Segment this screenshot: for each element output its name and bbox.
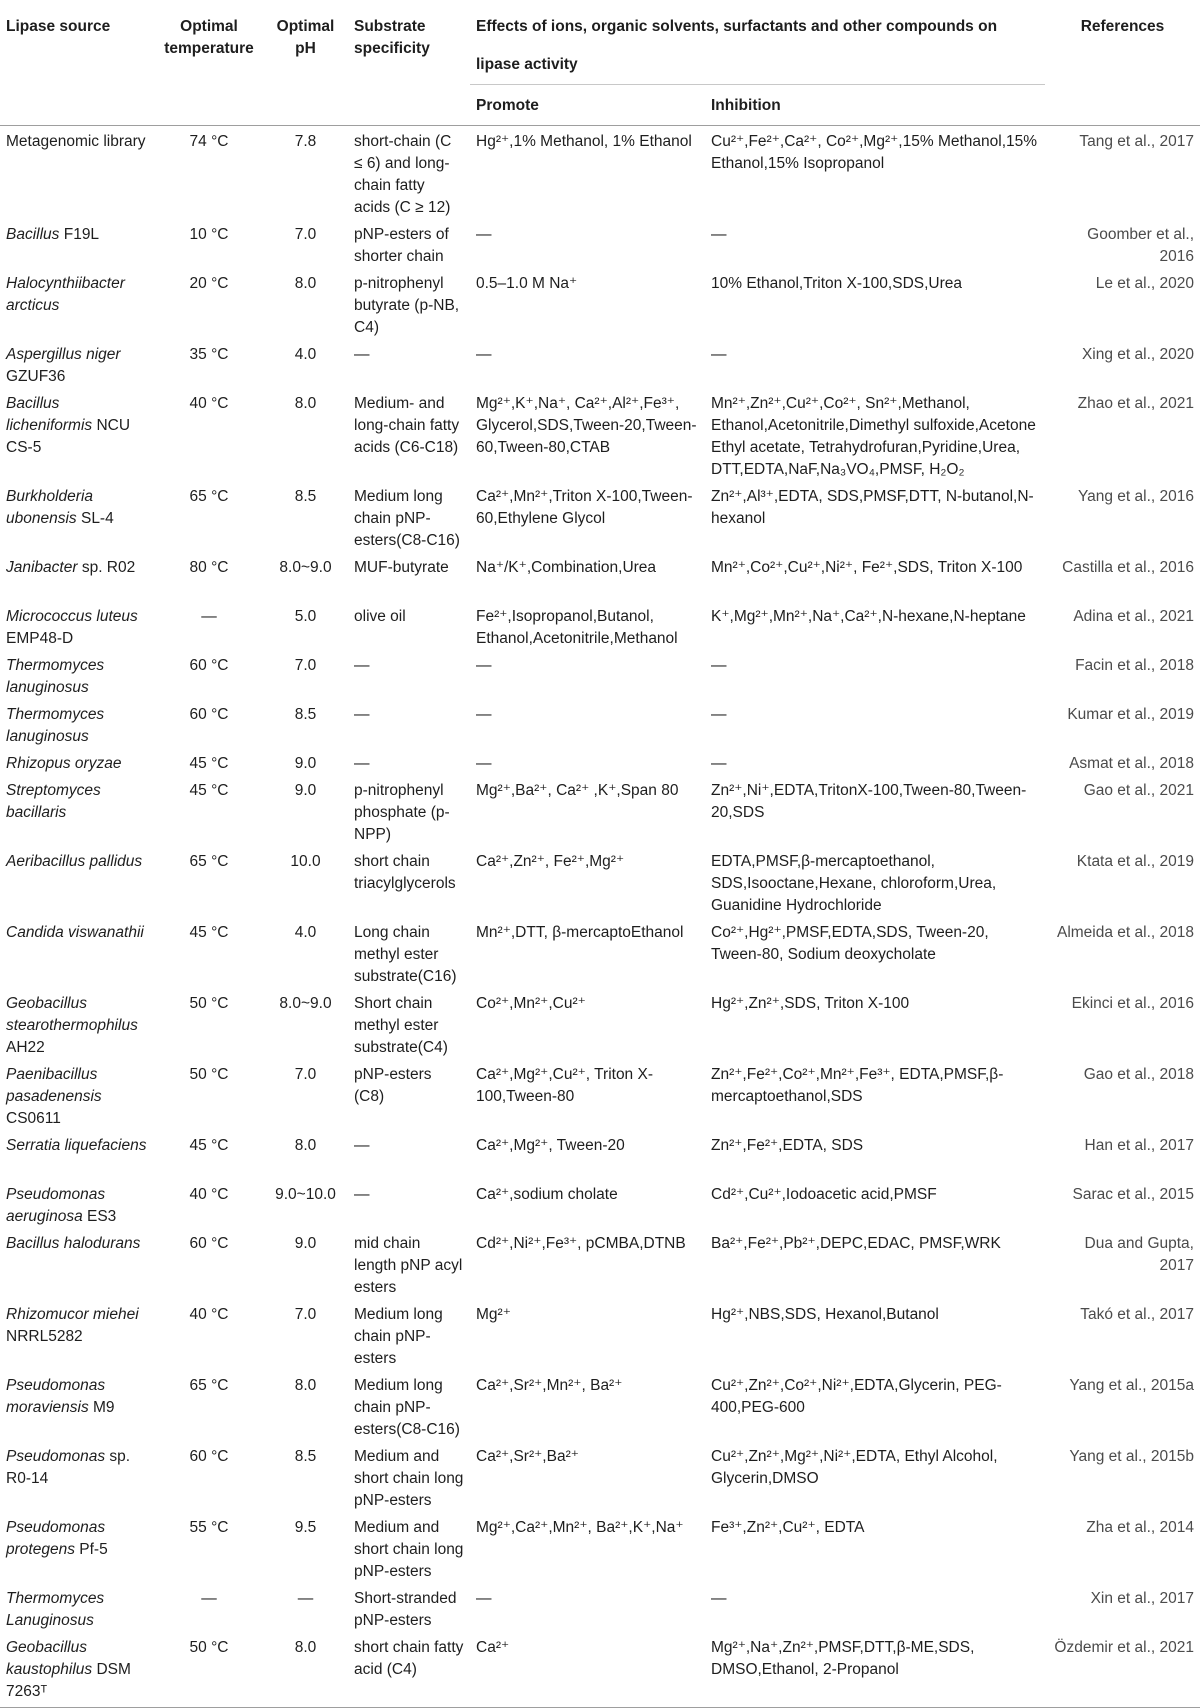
cell-temperature: 20 °C — [189, 275, 229, 292]
cell-reference: Adina et al., 2021 — [1073, 608, 1194, 625]
cell-temperature: — — [201, 1590, 217, 1607]
cell-source — [0, 481, 155, 552]
cell-ph: 8.5 — [294, 706, 317, 723]
source-strain: DSM 7263ᵀ — [6, 1661, 131, 1700]
cell-ph: 8.0 — [294, 275, 317, 292]
table-row — [0, 775, 1200, 846]
cell-temperature: 35 °C — [189, 346, 229, 363]
cell-inhibition: — — [711, 706, 727, 723]
cell-promote: — — [476, 1590, 492, 1607]
cell-promote: Ca²⁺,Sr²⁺,Ba²⁺ — [476, 1448, 579, 1465]
cell-temperature: 65 °C — [189, 1377, 229, 1394]
table-row — [0, 601, 1200, 650]
cell-substrate: Long chain methyl ester substrate(C16) — [354, 924, 457, 985]
source-genus: Thermomyces lanuginosus — [6, 706, 105, 745]
source-genus: Bacillus licheniformis — [6, 395, 93, 434]
cell-temperature: 50 °C — [155, 1632, 263, 1708]
source-genus: Geobacillus kaustophilus — [6, 1639, 93, 1678]
cell-inhibition: Cd²⁺,Cu²⁺,Iodoacetic acid,PMSF — [711, 1186, 937, 1203]
cell-source — [0, 1179, 155, 1228]
table-row — [0, 481, 1200, 552]
cell-ph: 7.0 — [294, 1306, 317, 1323]
cell-reference: Takó et al., 2017 — [1080, 1306, 1194, 1323]
cell-ph: 9.0~10.0 — [275, 1186, 336, 1203]
cell-source — [0, 748, 155, 775]
table-header — [0, 0, 1200, 126]
cell-substrate: olive oil — [354, 608, 406, 625]
cell-reference: Gao et al., 2021 — [1083, 782, 1194, 799]
source-genus: Micrococcus luteus — [6, 608, 138, 625]
table-row — [0, 268, 1200, 339]
source-genus: Candida viswanathii — [6, 924, 144, 941]
source-strain: NRRL5282 — [6, 1328, 83, 1345]
cell-source — [0, 126, 155, 220]
cell-substrate: Medium and short chain long pNP-esters — [354, 1519, 464, 1580]
cell-source — [0, 775, 155, 846]
cell-source — [0, 601, 155, 650]
cell-reference: Ktata et al., 2019 — [1076, 853, 1194, 870]
cell-substrate: p-nitrophenyl phosphate (p-NPP) — [354, 782, 450, 843]
cell-source — [0, 268, 155, 339]
cell-substrate: p-nitrophenyl butyrate (p-NB, C4) — [354, 275, 460, 336]
cell-substrate: pNP-esters (C8) — [354, 1066, 432, 1105]
cell-source — [0, 1441, 155, 1512]
cell-source — [0, 339, 155, 388]
source-genus: Burkholderia ubonensis — [6, 488, 94, 527]
cell-temperature: 74 °C — [189, 133, 229, 150]
cell-reference: Xing et al., 2020 — [1081, 346, 1194, 363]
cell-substrate: short-chain (C ≤ 6) and long-chain fatty acids (C ≥ 12) — [354, 133, 452, 216]
source-strain: sp. R0-14 — [6, 1448, 131, 1487]
cell-temperature: 65 °C — [189, 853, 229, 870]
cell-substrate: short chain fatty acid (C4) — [348, 1632, 470, 1708]
table-row — [0, 1130, 1200, 1179]
cell-promote: Ca²⁺,Sr²⁺,Mn²⁺, Ba²⁺ — [476, 1377, 623, 1394]
cell-promote: Mg²⁺,Ba²⁺, Ca²⁺ ,K⁺,Span 80 — [476, 782, 679, 799]
source-strain: F19L — [59, 226, 100, 243]
table-body — [0, 126, 1200, 1708]
cell-source — [0, 1059, 155, 1130]
source-genus: Bacillus — [6, 226, 60, 243]
cell-inhibition: — — [711, 346, 727, 363]
cell-inhibition: Cu²⁺,Zn²⁺,Mg²⁺,Ni²⁺,EDTA, Ethyl Alcohol, Glycerin,DMSO — [711, 1448, 998, 1487]
cell-ph: 4.0 — [294, 346, 317, 363]
cell-promote: Na⁺/K⁺,Combination,Urea — [476, 559, 657, 576]
source-genus: Aeribacillus pallidus — [6, 853, 143, 870]
cell-reference: Facin et al., 2018 — [1075, 657, 1194, 674]
cell-ph: 9.0 — [294, 755, 317, 772]
cell-reference: Goomber et al., 2016 — [1087, 226, 1194, 265]
table-row — [0, 1583, 1200, 1632]
header-temperature: Optimal temperature — [155, 0, 263, 126]
cell-reference: Gao et al., 2018 — [1083, 1066, 1194, 1083]
cell-reference: Ekinci et al., 2016 — [1071, 995, 1194, 1012]
cell-source — [0, 1632, 155, 1708]
cell-ph: 4.0 — [294, 924, 317, 941]
header-ph: Optimal pH — [263, 0, 348, 126]
source-strain: GZUF36 — [6, 368, 66, 385]
cell-inhibition: Zn²⁺,Fe²⁺,EDTA, SDS — [711, 1137, 864, 1154]
cell-source — [0, 1299, 155, 1370]
table-row — [0, 699, 1200, 748]
source-strain: SL-4 — [76, 510, 114, 527]
source-genus: Rhizopus oryzae — [6, 755, 122, 772]
cell-substrate: — — [354, 706, 370, 723]
cell-inhibition: Fe³⁺,Zn²⁺,Cu²⁺, EDTA — [711, 1519, 865, 1536]
cell-substrate: Medium long chain pNP-esters — [354, 1306, 443, 1367]
cell-substrate: pNP-esters of shorter chain — [354, 226, 449, 265]
cell-temperature: — — [201, 608, 217, 625]
cell-temperature: 60 °C — [189, 657, 229, 674]
cell-source — [0, 552, 155, 601]
cell-promote: Fe²⁺,Isopropanol,Butanol, Ethanol,Acetonitrile,Methanol — [476, 608, 678, 647]
header-inhibition: Inhibition — [705, 85, 1045, 126]
cell-source — [0, 846, 155, 917]
cell-reference: Kumar et al., 2019 — [1067, 706, 1194, 723]
cell-substrate: MUF-butyrate — [354, 559, 449, 576]
header-substrate: Substrate specificity — [348, 0, 470, 126]
cell-promote: Cd²⁺,Ni²⁺,Fe³⁺, pCMBA,DTNB — [476, 1235, 686, 1252]
cell-inhibition: Zn²⁺,Ni⁺,EDTA,TritonX-100,Tween-80,Tween-20,SDS — [711, 782, 1027, 821]
cell-temperature: 60 °C — [189, 1235, 229, 1252]
cell-reference: Dua and Gupta, 2017 — [1084, 1235, 1194, 1274]
source-strain: Metagenomic library — [6, 133, 146, 150]
table-row — [0, 552, 1200, 601]
cell-inhibition: K⁺,Mg²⁺,Mn²⁺,Na⁺,Ca²⁺,N-hexane,N-heptane — [711, 608, 1026, 625]
cell-inhibition: Mn²⁺,Co²⁺,Cu²⁺,Ni²⁺, Fe²⁺,SDS, Triton X-100 — [711, 559, 1023, 576]
cell-promote: Ca²⁺,Zn²⁺, Fe²⁺,Mg²⁺ — [476, 853, 625, 870]
table-row — [0, 748, 1200, 775]
header-effects: Effects of ions, organic solvents, surfactants and other compounds on lipase activity — [470, 0, 1045, 85]
cell-promote: — — [476, 706, 492, 723]
cell-substrate: — — [354, 346, 370, 363]
cell-ph: 8.5 — [294, 1448, 317, 1465]
cell-reference: Han et al., 2017 — [1084, 1137, 1194, 1154]
table-row — [0, 1512, 1200, 1583]
cell-promote: Ca²⁺ — [470, 1632, 705, 1708]
cell-substrate: Medium long chain pNP-esters(C8-C16) — [354, 488, 460, 549]
source-genus: Pseudomonas moraviensis — [6, 1377, 106, 1416]
cell-substrate: mid chain length pNP acyl esters — [354, 1235, 463, 1296]
table-row — [0, 917, 1200, 988]
source-strain: EMP48-D — [6, 630, 74, 647]
source-strain: sp. R02 — [77, 559, 136, 576]
table-row — [0, 1228, 1200, 1299]
cell-ph: 8.5 — [294, 488, 317, 505]
cell-temperature: 45 °C — [189, 924, 229, 941]
cell-temperature: 65 °C — [189, 488, 229, 505]
table-row — [0, 1059, 1200, 1130]
cell-temperature: 55 °C — [189, 1519, 229, 1536]
cell-substrate: Short-stranded pNP-esters — [354, 1590, 457, 1629]
cell-ph: 7.0 — [294, 1066, 317, 1083]
cell-temperature: 40 °C — [189, 395, 229, 412]
cell-promote: Mg²⁺,K⁺,Na⁺, Ca²⁺,Al²⁺,Fe³⁺, Glycerol,SDS,Tween-20,Tween-60,Tween-80,CTAB — [476, 395, 697, 456]
cell-inhibition: — — [711, 226, 727, 243]
cell-promote: Ca²⁺,Mg²⁺,Cu²⁺, Triton X-100,Tween-80 — [476, 1066, 653, 1105]
cell-inhibition: — — [711, 755, 727, 772]
source-strain: AH22 — [6, 1039, 45, 1056]
cell-substrate: Short chain methyl ester substrate(C4) — [354, 995, 448, 1056]
cell-promote: Ca²⁺,Mg²⁺, Tween-20 — [476, 1137, 625, 1154]
cell-promote: — — [476, 657, 492, 674]
cell-promote: Co²⁺,Mn²⁺,Cu²⁺ — [476, 995, 586, 1012]
cell-inhibition: Hg²⁺,NBS,SDS, Hexanol,Butanol — [711, 1306, 939, 1323]
cell-reference: Sarac et al., 2015 — [1072, 1186, 1194, 1203]
cell-ph: 8.0 — [263, 1632, 348, 1708]
cell-reference: Zha et al., 2014 — [1086, 1519, 1194, 1536]
cell-reference: Almeida et al., 2018 — [1056, 924, 1194, 941]
cell-source — [0, 219, 155, 268]
source-genus: Thermomyces Lanuginosus — [6, 1590, 105, 1629]
source-genus: Thermomyces lanuginosus — [6, 657, 105, 696]
cell-promote: — — [476, 226, 492, 243]
cell-reference: Xin et al., 2017 — [1090, 1590, 1194, 1607]
cell-source — [0, 1370, 155, 1441]
source-genus: Halocynthiibacter arcticus — [6, 275, 125, 314]
table-row — [0, 846, 1200, 917]
cell-reference: Yang et al., 2016 — [1077, 488, 1194, 505]
source-genus: Pseudomonas aeruginosa — [6, 1186, 106, 1225]
cell-promote: Mg²⁺,Ca²⁺,Mn²⁺, Ba²⁺,K⁺,Na⁺ — [476, 1519, 684, 1536]
source-strain: Pf-5 — [74, 1541, 108, 1558]
cell-ph: 7.0 — [294, 226, 317, 243]
table-row — [0, 388, 1200, 481]
cell-temperature: 80 °C — [189, 559, 229, 576]
table-row — [0, 1299, 1200, 1370]
cell-reference: Asmat et al., 2018 — [1069, 755, 1194, 772]
cell-temperature: 45 °C — [189, 755, 229, 772]
cell-inhibition: Zn²⁺,Fe²⁺,Co²⁺,Mn²⁺,Fe³⁺, EDTA,PMSF,β-mercaptoethanol,SDS — [711, 1066, 1004, 1105]
cell-temperature: 45 °C — [189, 782, 229, 799]
cell-substrate: Medium and short chain long pNP-esters — [354, 1448, 464, 1509]
cell-source — [0, 699, 155, 748]
cell-promote: Hg²⁺,1% Methanol, 1% Ethanol — [476, 133, 692, 150]
cell-source — [0, 1512, 155, 1583]
cell-source — [0, 1583, 155, 1632]
cell-source — [0, 1228, 155, 1299]
cell-promote: Ca²⁺,sodium cholate — [476, 1186, 618, 1203]
cell-reference: Yang et al., 2015b — [1069, 1448, 1194, 1465]
cell-promote: Mn²⁺,DTT, β-mercaptoEthanol — [476, 924, 684, 941]
cell-reference: Le et al., 2020 — [1095, 275, 1194, 292]
source-genus: Rhizomucor miehei — [6, 1306, 139, 1323]
cell-inhibition: Ba²⁺,Fe²⁺,Pb²⁺,DEPC,EDAC, PMSF,WRK — [711, 1235, 1001, 1252]
cell-reference: Zhao et al., 2021 — [1077, 395, 1194, 412]
source-genus: Janibacter — [6, 559, 78, 576]
cell-ph: 8.0 — [294, 1377, 317, 1394]
table-row — [0, 219, 1200, 268]
cell-inhibition: Co²⁺,Hg²⁺,PMSF,EDTA,SDS, Tween-20, Tween-80, Sodium deoxycholate — [711, 924, 989, 963]
cell-source — [0, 988, 155, 1059]
header-source: Lipase source — [0, 0, 155, 126]
table-row — [0, 1370, 1200, 1441]
cell-ph: 7.0 — [294, 657, 317, 674]
cell-temperature: 60 °C — [189, 1448, 229, 1465]
cell-temperature: 50 °C — [189, 995, 229, 1012]
cell-ph: 10.0 — [290, 853, 321, 870]
cell-inhibition: Cu²⁺,Zn²⁺,Co²⁺,Ni²⁺,EDTA,Glycerin, PEG-400,PEG-600 — [711, 1377, 1002, 1416]
cell-reference: Yang et al., 2015a — [1069, 1377, 1194, 1394]
cell-promote: Ca²⁺,Mn²⁺,Triton X-100,Tween-60,Ethylene Glycol — [476, 488, 693, 527]
cell-reference: Özdemir et al., 2021 — [1045, 1632, 1200, 1708]
source-genus: Bacillus halodurans — [6, 1235, 141, 1252]
cell-temperature: 40 °C — [189, 1306, 229, 1323]
source-strain: M9 — [88, 1399, 115, 1416]
cell-substrate: Medium- and long-chain fatty acids (C6-C18) — [354, 395, 460, 456]
cell-inhibition: — — [711, 657, 727, 674]
cell-source — [0, 1130, 155, 1179]
cell-substrate: short chain triacylglycerols — [354, 853, 456, 892]
cell-reference: Tang et al., 2017 — [1079, 133, 1194, 150]
source-genus: Pseudomonas — [6, 1448, 106, 1465]
cell-ph: 7.8 — [294, 133, 317, 150]
cell-ph: — — [297, 1590, 314, 1607]
cell-inhibition: EDTA,PMSF,β-mercaptoethanol, SDS,Isooctane,Hexane, chloroform,Urea, Guanidine Hydrochloride — [711, 853, 997, 914]
cell-source — [0, 388, 155, 481]
cell-inhibition: Mn²⁺,Zn²⁺,Cu²⁺,Co²⁺, Sn²⁺,Methanol, Ethanol,Acetonitrile,Dimethyl sulfoxide,Acetone Ethyl acetate, Tetrahydrofuran,Pyridine,Urea, DTT,EDTA,NaF,Na₃VO₄,PMSF, H₂O₂ — [711, 395, 1036, 478]
cell-promote: — — [476, 755, 492, 772]
cell-ph: 8.0~9.0 — [279, 559, 332, 576]
cell-ph: 9.0 — [294, 782, 317, 799]
cell-promote: — — [476, 346, 492, 363]
header-references: References — [1045, 0, 1200, 126]
table-row — [0, 1632, 1200, 1708]
source-genus: Aspergillus niger — [6, 346, 121, 363]
cell-ph: 8.0~9.0 — [279, 995, 332, 1012]
cell-inhibition: Zn²⁺,Al³⁺,EDTA, SDS,PMSF,DTT, N-butanol,N-hexanol — [711, 488, 1034, 527]
cell-source — [0, 917, 155, 988]
cell-temperature: 40 °C — [189, 1186, 229, 1203]
cell-temperature: 50 °C — [189, 1066, 229, 1083]
table-row — [0, 650, 1200, 699]
cell-ph: 9.0 — [294, 1235, 317, 1252]
cell-inhibition: Cu²⁺,Fe²⁺,Ca²⁺, Co²⁺,Mg²⁺,15% Methanol,15% Ethanol,15% Isopropanol — [711, 133, 1038, 172]
cell-inhibition: — — [711, 1590, 727, 1607]
cell-ph: 9.5 — [294, 1519, 317, 1536]
table-row — [0, 126, 1200, 220]
cell-ph: 8.0 — [294, 395, 317, 412]
table-row — [0, 1441, 1200, 1512]
source-strain: CS0611 — [6, 1110, 61, 1127]
cell-substrate: — — [354, 1137, 370, 1154]
cell-inhibition: 10% Ethanol,Triton X-100,SDS,Urea — [711, 275, 962, 292]
source-genus: Geobacillus stearothermophilus — [6, 995, 138, 1034]
cell-temperature: 10 °C — [189, 226, 229, 243]
cell-temperature: 60 °C — [189, 706, 229, 723]
cell-substrate: Medium long chain pNP-esters(C8-C16) — [354, 1377, 460, 1438]
cell-source — [0, 650, 155, 699]
cell-temperature: 45 °C — [189, 1137, 229, 1154]
table-row — [0, 1179, 1200, 1228]
source-strain: NCU CS-5 — [6, 417, 131, 456]
source-genus: Streptomyces bacillaris — [6, 782, 101, 821]
cell-substrate: — — [354, 1186, 370, 1203]
cell-substrate: — — [354, 657, 370, 674]
cell-promote: Mg²⁺ — [476, 1306, 511, 1323]
cell-substrate: — — [354, 755, 370, 772]
table-row — [0, 339, 1200, 388]
cell-promote: 0.5–1.0 M Na⁺ — [476, 275, 578, 292]
source-genus: Paenibacillus pasadenensis — [6, 1066, 102, 1105]
header-promote: Promote — [470, 85, 705, 126]
source-strain: ES3 — [82, 1208, 117, 1225]
cell-ph: 8.0 — [294, 1137, 317, 1154]
source-genus: Serratia liquefaciens — [6, 1137, 147, 1154]
cell-inhibition: Hg²⁺,Zn²⁺,SDS, Triton X-100 — [711, 995, 910, 1012]
cell-reference: Castilla et al., 2016 — [1062, 559, 1194, 576]
cell-ph: 5.0 — [294, 608, 317, 625]
table-row — [0, 988, 1200, 1059]
cell-inhibition: Mg²⁺,Na⁺,Zn²⁺,PMSF,DTT,β-ME,SDS, DMSO,Ethanol, 2-Propanol — [705, 1632, 1045, 1708]
source-genus: Pseudomonas protegens — [6, 1519, 106, 1558]
